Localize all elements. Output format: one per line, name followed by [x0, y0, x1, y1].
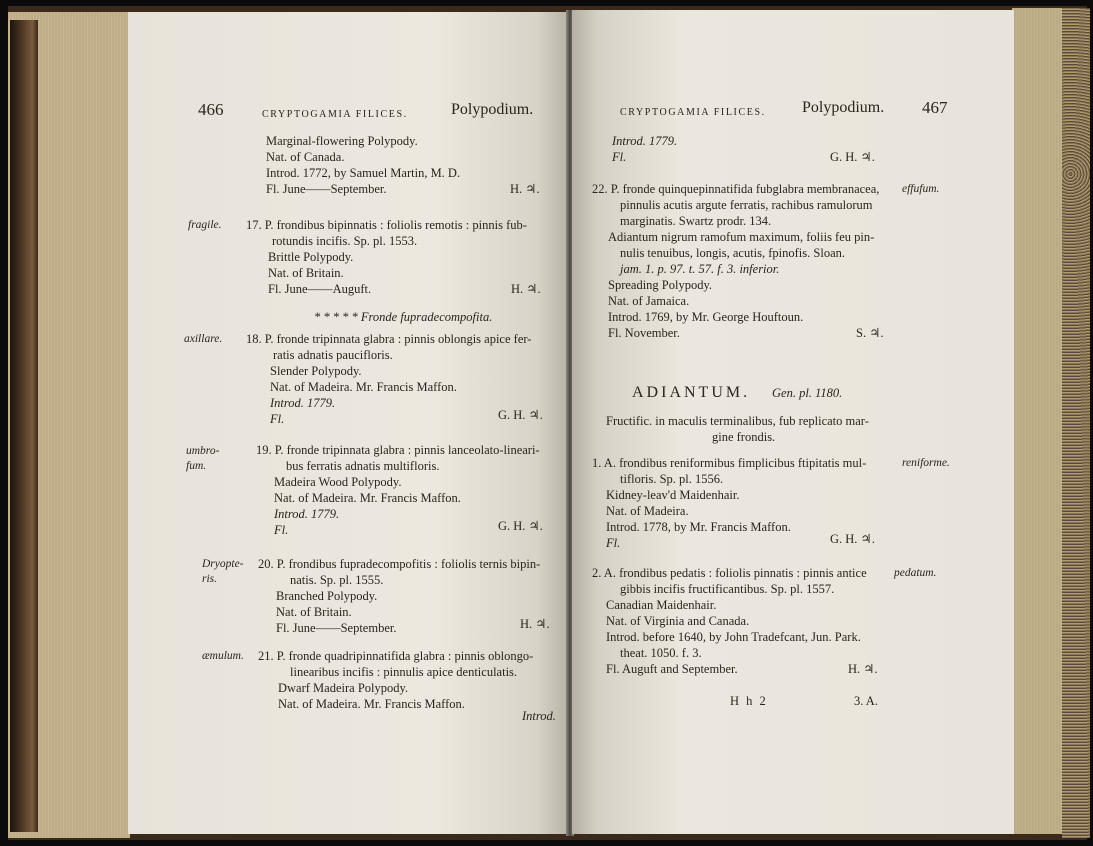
- text-line: Fl. June——September.: [266, 182, 387, 196]
- text-line: linearibus incifis : pinnulis apice denticulatis.: [290, 665, 518, 679]
- genus-reference: Gen. pl. 1180.: [772, 386, 843, 400]
- text-line: Introd. 1779.: [270, 396, 336, 410]
- text-line: G. H. ♃.: [830, 532, 875, 546]
- text-line: Introd. 1779.: [612, 134, 678, 148]
- margin-name: fum.: [186, 460, 207, 472]
- text-line: marginatis. Swartz prodr. 134.: [620, 214, 772, 228]
- margin-name: reniforme.: [902, 457, 950, 469]
- text-line: natis. Sp. pl. 1555.: [290, 573, 384, 587]
- text-line: Brittle Polypody.: [268, 250, 354, 264]
- text-line: Marginal-flowering Polypody.: [266, 134, 418, 148]
- text-line: pinnulis acutis argute ferratis, rachibus ramulorum: [620, 198, 873, 212]
- text-line: Nat. of Madeira. Mr. Francis Maffon.: [270, 380, 457, 394]
- page-number: 467: [922, 98, 948, 117]
- text-line: Introd. before 1640, by John Tradefcant, Jun. Park.: [606, 630, 861, 644]
- text-line: 1. A. frondibus reniformibus fimplicibus ftipitatis mul-: [592, 456, 867, 470]
- text-line: H. ♃.: [520, 617, 550, 631]
- text-line: Dwarf Madeira Polypody.: [278, 681, 409, 695]
- margin-name: axillare.: [184, 333, 223, 345]
- text-line: Spreading Polypody.: [608, 278, 713, 292]
- right-cover: [1062, 8, 1090, 838]
- text-line: Introd. 1779.: [274, 507, 340, 521]
- text-line: Canadian Maidenhair.: [606, 598, 717, 612]
- running-head-genus: Polypodium.: [802, 99, 885, 116]
- text-line: Nat. of Jamaica.: [608, 294, 690, 308]
- section-heading: * * * * * Fronde fupradecompofita.: [314, 310, 493, 324]
- text-line: rotundis incifis. Sp. pl. 1553.: [272, 234, 418, 248]
- text-line: 21. P. fronde quadripinnatifida glabra : pinnis oblongo-: [258, 649, 534, 663]
- text-line: Nat. of Madeira.: [606, 504, 689, 518]
- text-line: Nat. of Virginia and Canada.: [606, 614, 750, 628]
- text-line: jam. 1. p. 97. t. 57. f. 3. inferior.: [620, 262, 780, 276]
- text-line: gine frondis.: [712, 430, 776, 444]
- signature-mark: H h 2: [730, 694, 768, 708]
- text-line: Nat. of Canada.: [266, 150, 345, 164]
- text-line: Fl.: [606, 536, 621, 550]
- margin-name: fragile.: [188, 219, 222, 231]
- text-line: G. H. ♃.: [498, 519, 543, 533]
- text-line: bus ferratis adnatis multifloris.: [286, 459, 440, 473]
- text-line: Branched Polypody.: [276, 589, 378, 603]
- text-line: H. ♃.: [848, 662, 878, 676]
- margin-name: ris.: [202, 573, 218, 585]
- text-line: Fl. Auguft and September.: [606, 662, 738, 676]
- text-line: gibbis incifis fructificantibus. Sp. pl. 1557.: [620, 582, 835, 596]
- text-line: G. H. ♃.: [830, 150, 875, 164]
- text-line: H. ♃.: [511, 282, 541, 296]
- text-line: Fl. June——Auguft.: [268, 282, 372, 296]
- margin-name: æmulum.: [202, 650, 244, 662]
- margin-name: pedatum.: [894, 567, 937, 579]
- text-line: Fl.: [270, 412, 285, 426]
- text-line: Nat. of Madeira. Mr. Francis Maffon.: [274, 491, 461, 505]
- text-line: Nat. of Madeira. Mr. Francis Maffon.: [278, 697, 465, 711]
- text-line: Fl.: [612, 150, 627, 164]
- text-line: Nat. of Britain.: [268, 266, 344, 280]
- text-line: theat. 1050. f. 3.: [620, 646, 702, 660]
- text-line: Introd. 1772, by Samuel Martin, M. D.: [266, 166, 461, 180]
- text-line: 2. A. frondibus pedatis : foliolis pinnatis : pinnis antice: [592, 566, 867, 580]
- text-line: H. ♃.: [510, 182, 540, 196]
- running-head-genus: Polypodium.: [451, 101, 534, 118]
- text-line: ratis adnatis paucifloris.: [273, 348, 393, 362]
- page-number: 466: [198, 100, 224, 119]
- genus-heading: ADIANTUM.: [632, 384, 751, 401]
- text-line: 18. P. fronde tripinnata glabra : pinnis oblongis apice fer-: [246, 332, 532, 346]
- text-line: Kidney-leav'd Maidenhair.: [606, 488, 740, 502]
- text-line: Nat. of Britain.: [276, 605, 352, 619]
- text-line: Fl. June——September.: [276, 621, 397, 635]
- text-line: Slender Polypody.: [270, 364, 362, 378]
- text-line: Fl.: [274, 523, 289, 537]
- text-line: Madeira Wood Polypody.: [274, 475, 402, 489]
- running-head: CRYPTOGAMIA FILICES.: [620, 107, 766, 118]
- margin-name: effufum.: [902, 183, 940, 195]
- text-line: nulis tenuibus, longis, acutis, fpinofis. Sloan.: [620, 246, 845, 260]
- text-line: S. ♃.: [856, 326, 884, 340]
- running-head: CRYPTOGAMIA FILICES.: [262, 109, 408, 120]
- text-line: Introd. 1778, by Mr. Francis Maffon.: [606, 520, 791, 534]
- text-line: tifloris. Sp. pl. 1556.: [620, 472, 724, 486]
- catchword: Introd.: [522, 709, 556, 723]
- text-line: Fl. November.: [608, 326, 680, 340]
- text-line: Adiantum nigrum ramofum maximum, foliis feu pin-: [608, 230, 875, 244]
- text-line: 19. P. fronde tripinnata glabra : pinnis lanceolato-lineari-: [256, 443, 540, 457]
- left-cover: [10, 20, 38, 832]
- right-page: [572, 10, 1014, 834]
- right-page-edges: [1012, 8, 1064, 834]
- text-line: 22. P. fronde quinquepinnatifida fubglabra membranacea,: [592, 182, 880, 196]
- catchword: 3. A.: [854, 694, 878, 708]
- margin-name: Dryopte-: [202, 558, 244, 570]
- text-line: Fructific. in maculis terminalibus, fub replicato mar-: [606, 414, 869, 428]
- text-line: 17. P. frondibus bipinnatis : foliolis remotis : pinnis fub-: [246, 218, 527, 232]
- left-page: [128, 12, 568, 834]
- text-line: G. H. ♃.: [498, 408, 543, 422]
- margin-name: umbro-: [186, 445, 220, 457]
- text-line: 20. P. frondibus fupradecompofitis : foliolis ternis bipin-: [258, 557, 541, 571]
- text-line: Introd. 1769, by Mr. George Houftoun.: [608, 310, 804, 324]
